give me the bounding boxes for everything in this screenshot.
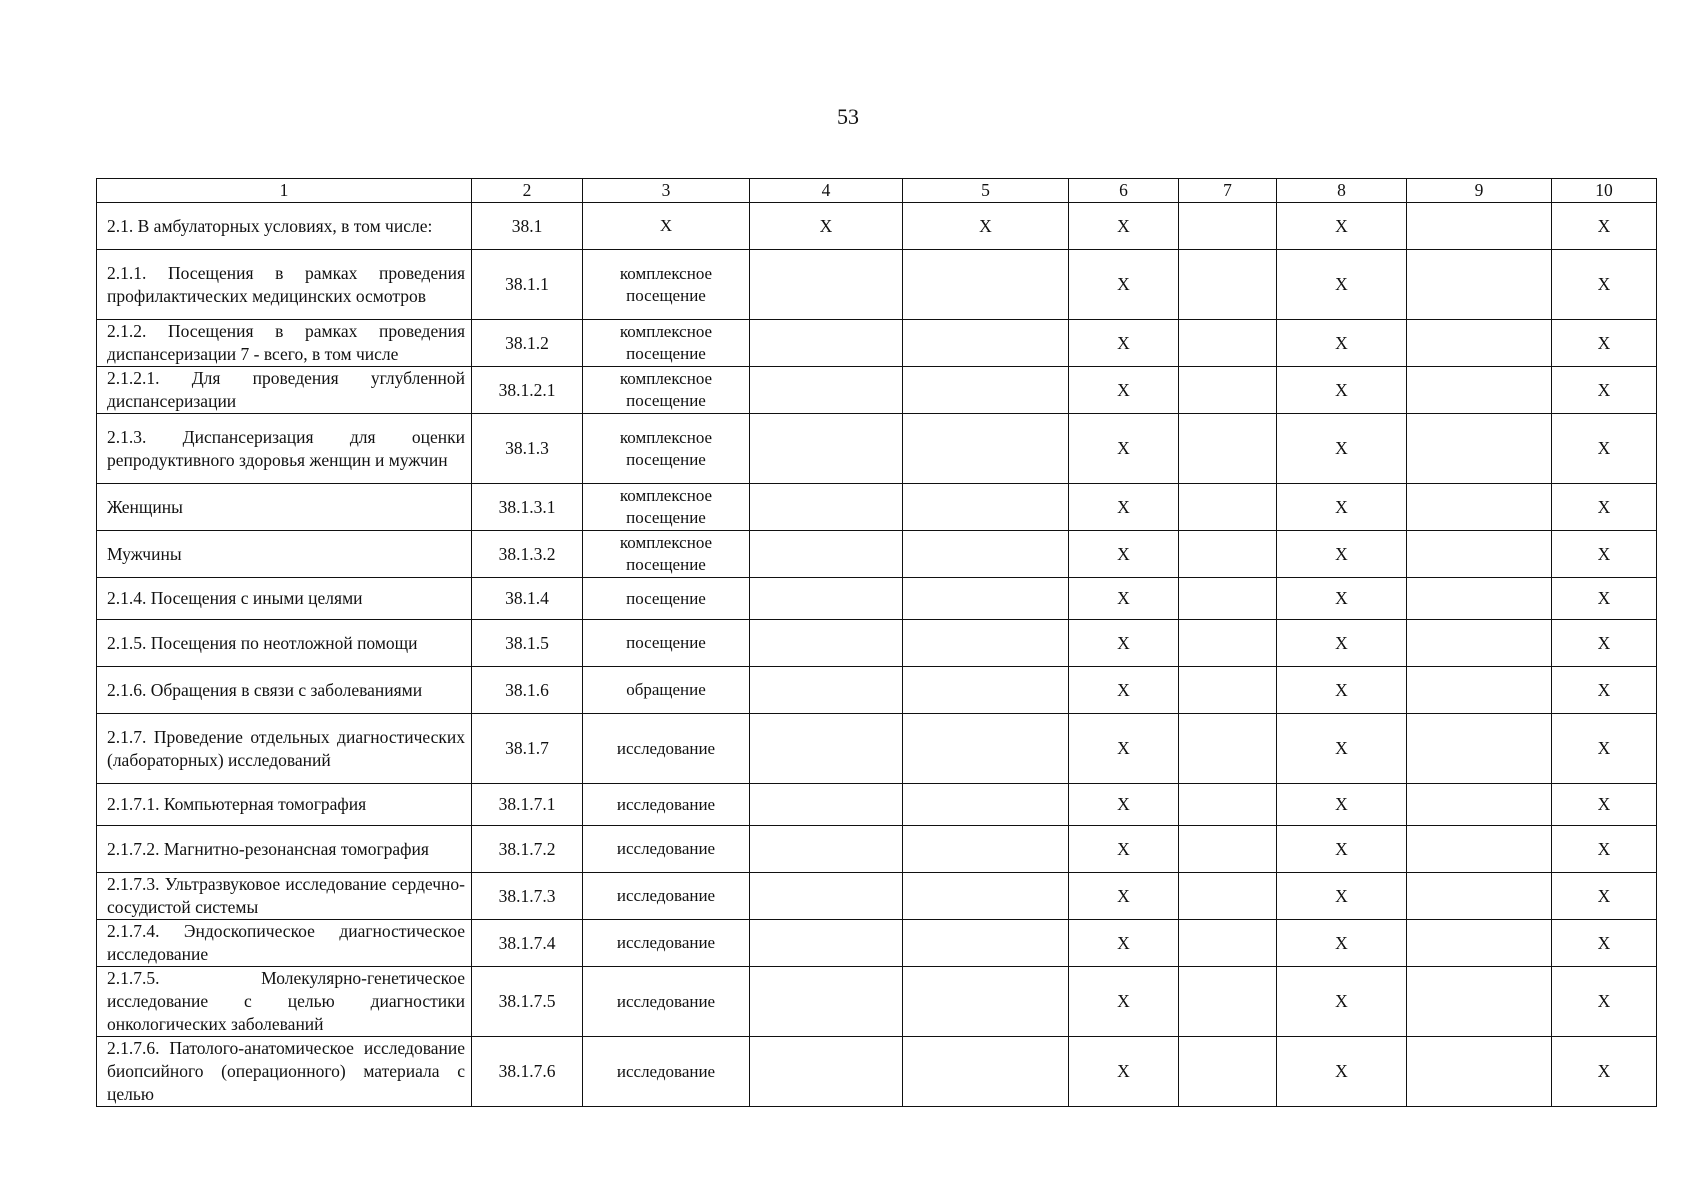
row-col-9 xyxy=(1407,320,1552,367)
row-name: 2.1.5. Посещения по неотложной помощи xyxy=(97,620,472,667)
row-code: 38.1.3.2 xyxy=(472,531,583,578)
row-col-5 xyxy=(903,967,1069,1037)
row-name: 2.1.4. Посещения с иными целями xyxy=(97,578,472,620)
table-row xyxy=(97,531,1657,578)
row-code: 38.1.1 xyxy=(472,250,583,320)
row-unit: комплексное посещение xyxy=(583,531,750,578)
row-col-9 xyxy=(1407,826,1552,873)
column-number: 1 xyxy=(97,179,472,203)
row-col-8: Х xyxy=(1277,203,1407,250)
row-col-6: Х xyxy=(1069,320,1179,367)
column-number: 7 xyxy=(1179,179,1277,203)
row-col-6: Х xyxy=(1069,484,1179,531)
row-name: 2.1.2.1. Для проведения углубленной диспансеризации xyxy=(97,367,472,414)
row-col-9 xyxy=(1407,578,1552,620)
table-row xyxy=(97,250,1657,320)
row-col-6: Х xyxy=(1069,920,1179,967)
row-name: 2.1.7.2. Магнитно-резонансная томография xyxy=(97,826,472,873)
row-col-8: Х xyxy=(1277,414,1407,484)
row-col-5: Х xyxy=(903,203,1069,250)
row-col-4 xyxy=(750,920,903,967)
row-col-7 xyxy=(1179,920,1277,967)
row-code: 38.1.7.3 xyxy=(472,873,583,920)
row-col-4 xyxy=(750,667,903,714)
row-col-7 xyxy=(1179,1037,1277,1107)
row-name: Мужчины xyxy=(97,531,472,578)
row-col-9 xyxy=(1407,531,1552,578)
table-row xyxy=(97,826,1657,873)
row-col-10: Х xyxy=(1552,873,1657,920)
row-col-6: Х xyxy=(1069,578,1179,620)
row-col-4 xyxy=(750,320,903,367)
row-col-5 xyxy=(903,714,1069,784)
row-col-9 xyxy=(1407,414,1552,484)
row-col-7 xyxy=(1179,531,1277,578)
row-col-4 xyxy=(750,250,903,320)
row-col-9 xyxy=(1407,967,1552,1037)
row-col-9 xyxy=(1407,714,1552,784)
row-col-4 xyxy=(750,784,903,826)
row-col-5 xyxy=(903,367,1069,414)
row-name: 2.1. В амбулаторных условиях, в том числе: xyxy=(97,203,472,250)
row-col-8: Х xyxy=(1277,873,1407,920)
column-number-row xyxy=(97,179,1657,203)
row-col-8: Х xyxy=(1277,531,1407,578)
row-col-5 xyxy=(903,484,1069,531)
row-unit: комплексное посещение xyxy=(583,320,750,367)
row-col-8: Х xyxy=(1277,920,1407,967)
row-code: 38.1.3.1 xyxy=(472,484,583,531)
table-row xyxy=(97,873,1657,920)
row-col-4 xyxy=(750,367,903,414)
row-col-10: Х xyxy=(1552,203,1657,250)
row-col-5 xyxy=(903,414,1069,484)
row-col-10: Х xyxy=(1552,967,1657,1037)
row-col-6: Х xyxy=(1069,826,1179,873)
row-code: 38.1.7.5 xyxy=(472,967,583,1037)
table-row xyxy=(97,620,1657,667)
row-unit: обращение xyxy=(583,667,750,714)
row-col-4 xyxy=(750,714,903,784)
row-col-5 xyxy=(903,826,1069,873)
row-col-10: Х xyxy=(1552,484,1657,531)
row-col-7 xyxy=(1179,826,1277,873)
row-col-7 xyxy=(1179,578,1277,620)
row-col-8: Х xyxy=(1277,967,1407,1037)
row-col-8: Х xyxy=(1277,667,1407,714)
row-code: 38.1.7.4 xyxy=(472,920,583,967)
row-col-9 xyxy=(1407,620,1552,667)
row-name: 2.1.2. Посещения в рамках проведения диспансеризации 7 - всего, в том числе xyxy=(97,320,472,367)
column-number: 3 xyxy=(583,179,750,203)
row-col-10: Х xyxy=(1552,578,1657,620)
row-col-5 xyxy=(903,667,1069,714)
row-col-10: Х xyxy=(1552,826,1657,873)
row-col-7 xyxy=(1179,714,1277,784)
row-code: 38.1.7.2 xyxy=(472,826,583,873)
table-row xyxy=(97,1037,1657,1107)
row-col-10: Х xyxy=(1552,250,1657,320)
table-row xyxy=(97,714,1657,784)
row-col-6: Х xyxy=(1069,967,1179,1037)
row-unit: исследование xyxy=(583,873,750,920)
row-col-4 xyxy=(750,578,903,620)
data-table xyxy=(96,178,1657,1107)
row-col-9 xyxy=(1407,667,1552,714)
row-col-6: Х xyxy=(1069,531,1179,578)
row-col-8: Х xyxy=(1277,620,1407,667)
row-col-8: Х xyxy=(1277,484,1407,531)
row-col-8: Х xyxy=(1277,714,1407,784)
column-number: 6 xyxy=(1069,179,1179,203)
row-col-6: Х xyxy=(1069,203,1179,250)
row-unit: комплексное посещение xyxy=(583,484,750,531)
row-col-7 xyxy=(1179,667,1277,714)
row-col-10: Х xyxy=(1552,531,1657,578)
row-col-9 xyxy=(1407,873,1552,920)
row-code: 38.1.7.1 xyxy=(472,784,583,826)
row-col-10: Х xyxy=(1552,667,1657,714)
row-col-7 xyxy=(1179,873,1277,920)
row-name: 2.1.1. Посещения в рамках проведения профилактических медицинских осмотров xyxy=(97,250,472,320)
row-code: 38.1.2.1 xyxy=(472,367,583,414)
row-name: 2.1.7.5. Молекулярно-генетическое исследование с целью диагностики онкологических заболеваний xyxy=(97,967,472,1037)
row-name: 2.1.3. Диспансеризация для оценки репродуктивного здоровья женщин и мужчин xyxy=(97,414,472,484)
row-unit: посещение xyxy=(583,578,750,620)
row-col-6: Х xyxy=(1069,620,1179,667)
table-row xyxy=(97,484,1657,531)
row-col-4: Х xyxy=(750,203,903,250)
row-code: 38.1.5 xyxy=(472,620,583,667)
column-number: 10 xyxy=(1552,179,1657,203)
row-col-10: Х xyxy=(1552,784,1657,826)
table-row xyxy=(97,578,1657,620)
row-unit: комплексное посещение xyxy=(583,250,750,320)
column-number: 8 xyxy=(1277,179,1407,203)
row-col-10: Х xyxy=(1552,714,1657,784)
row-name: 2.1.7. Проведение отдельных диагностических (лабораторных) исследований xyxy=(97,714,472,784)
row-unit: комплексное посещение xyxy=(583,367,750,414)
row-unit: посещение xyxy=(583,620,750,667)
row-col-9 xyxy=(1407,920,1552,967)
row-col-4 xyxy=(750,484,903,531)
row-col-10: Х xyxy=(1552,414,1657,484)
table-row xyxy=(97,367,1657,414)
row-col-8: Х xyxy=(1277,826,1407,873)
row-col-5 xyxy=(903,784,1069,826)
row-col-7 xyxy=(1179,784,1277,826)
row-col-7 xyxy=(1179,367,1277,414)
row-col-9 xyxy=(1407,367,1552,414)
row-col-4 xyxy=(750,531,903,578)
column-number: 9 xyxy=(1407,179,1552,203)
table-row xyxy=(97,320,1657,367)
row-col-8: Х xyxy=(1277,578,1407,620)
row-col-4 xyxy=(750,967,903,1037)
row-code: 38.1.4 xyxy=(472,578,583,620)
row-unit: исследование xyxy=(583,920,750,967)
table-row xyxy=(97,203,1657,250)
row-col-10: Х xyxy=(1552,620,1657,667)
row-col-10: Х xyxy=(1552,320,1657,367)
row-code: 38.1 xyxy=(472,203,583,250)
table-row xyxy=(97,920,1657,967)
row-col-6: Х xyxy=(1069,1037,1179,1107)
row-col-6: Х xyxy=(1069,367,1179,414)
row-unit: исследование xyxy=(583,714,750,784)
row-col-6: Х xyxy=(1069,714,1179,784)
row-name: 2.1.7.6. Патолого-анатомическое исследование биопсийного (операционного) материала с целью xyxy=(97,1037,472,1107)
row-unit: исследование xyxy=(583,1037,750,1107)
row-code: 38.1.7.6 xyxy=(472,1037,583,1107)
row-name: 2.1.7.4. Эндоскопическое диагностическое исследование xyxy=(97,920,472,967)
row-unit: исследование xyxy=(583,826,750,873)
row-code: 38.1.6 xyxy=(472,667,583,714)
table-row xyxy=(97,414,1657,484)
row-col-4 xyxy=(750,414,903,484)
row-col-7 xyxy=(1179,320,1277,367)
row-col-4 xyxy=(750,1037,903,1107)
column-number: 4 xyxy=(750,179,903,203)
row-col-8: Х xyxy=(1277,784,1407,826)
row-col-8: Х xyxy=(1277,1037,1407,1107)
page-number: 53 xyxy=(837,104,859,129)
table-row xyxy=(97,784,1657,826)
row-col-5 xyxy=(903,920,1069,967)
row-col-9 xyxy=(1407,1037,1552,1107)
row-unit: комплексное посещение xyxy=(583,414,750,484)
row-col-9 xyxy=(1407,784,1552,826)
row-col-5 xyxy=(903,873,1069,920)
row-unit: исследование xyxy=(583,784,750,826)
row-col-9 xyxy=(1407,203,1552,250)
row-col-5 xyxy=(903,620,1069,667)
row-col-6: Х xyxy=(1069,667,1179,714)
row-col-5 xyxy=(903,578,1069,620)
row-col-8: Х xyxy=(1277,367,1407,414)
column-number: 2 xyxy=(472,179,583,203)
row-code: 38.1.7 xyxy=(472,714,583,784)
row-name: 2.1.7.3. Ультразвуковое исследование сердечно-сосудистой системы xyxy=(97,873,472,920)
row-col-6: Х xyxy=(1069,873,1179,920)
row-name: 2.1.7.1. Компьютерная томография xyxy=(97,784,472,826)
row-col-5 xyxy=(903,531,1069,578)
row-col-8: Х xyxy=(1277,250,1407,320)
row-col-4 xyxy=(750,620,903,667)
row-col-4 xyxy=(750,873,903,920)
row-col-7 xyxy=(1179,203,1277,250)
row-col-7 xyxy=(1179,250,1277,320)
row-unit: исследование xyxy=(583,967,750,1037)
row-col-4 xyxy=(750,826,903,873)
row-col-9 xyxy=(1407,250,1552,320)
table-row xyxy=(97,967,1657,1037)
row-code: 38.1.3 xyxy=(472,414,583,484)
row-name: 2.1.6. Обращения в связи с заболеваниями xyxy=(97,667,472,714)
row-col-7 xyxy=(1179,484,1277,531)
table-row xyxy=(97,667,1657,714)
column-number: 5 xyxy=(903,179,1069,203)
row-col-6: Х xyxy=(1069,784,1179,826)
row-col-10: Х xyxy=(1552,920,1657,967)
row-code: 38.1.2 xyxy=(472,320,583,367)
row-col-10: Х xyxy=(1552,367,1657,414)
row-col-10: Х xyxy=(1552,1037,1657,1107)
row-col-5 xyxy=(903,320,1069,367)
row-col-8: Х xyxy=(1277,320,1407,367)
row-col-6: Х xyxy=(1069,250,1179,320)
row-col-7 xyxy=(1179,967,1277,1037)
row-col-7 xyxy=(1179,620,1277,667)
row-col-5 xyxy=(903,1037,1069,1107)
row-col-6: Х xyxy=(1069,414,1179,484)
row-name: Женщины xyxy=(97,484,472,531)
row-col-7 xyxy=(1179,414,1277,484)
row-col-9 xyxy=(1407,484,1552,531)
row-unit: Х xyxy=(583,203,750,250)
row-col-5 xyxy=(903,250,1069,320)
